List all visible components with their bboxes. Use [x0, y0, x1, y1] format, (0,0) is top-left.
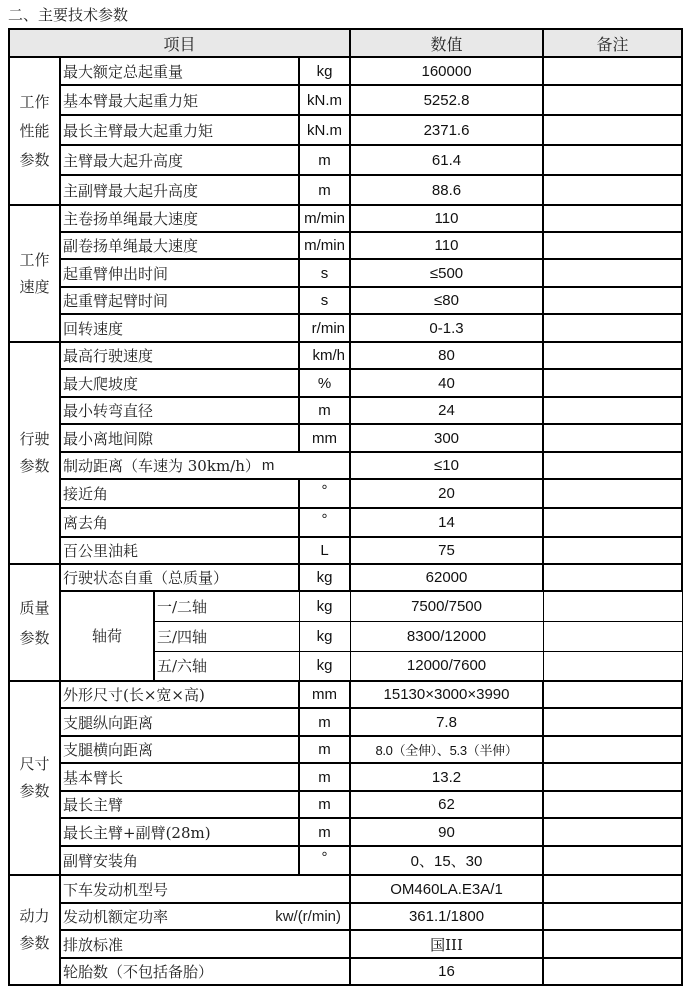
item-label: 轮胎数（不包括备胎）	[60, 958, 350, 985]
item-remark	[543, 85, 682, 115]
table-row	[9, 259, 682, 287]
item-label: 支腿横向距离	[60, 736, 299, 763]
category-travel	[9, 342, 60, 564]
item-label: 最长主臂+副臂(28m)	[60, 818, 299, 846]
item-label: 三/四轴	[154, 621, 299, 651]
table-row	[9, 452, 682, 479]
category-speed	[9, 205, 60, 342]
item-label-with-unit	[60, 903, 350, 930]
category-label: 工作速度	[19, 250, 50, 296]
item-remark	[543, 145, 682, 175]
item-value: 7500/7500	[350, 591, 543, 621]
item-unit: kg	[299, 591, 350, 621]
item-value: 75	[350, 537, 543, 564]
item-unit: °	[299, 508, 350, 537]
item-label: 副卷扬单绳最大速度	[60, 232, 299, 259]
item-label: 最大爬坡度	[60, 369, 299, 397]
item-label: 制动距离（车速为 30km/h）	[63, 457, 260, 475]
item-remark	[543, 875, 682, 903]
table-row	[9, 175, 682, 205]
category-label: 质量参数	[19, 598, 50, 647]
item-label: 主卷扬单绳最大速度	[60, 205, 299, 232]
item-value: 国III	[350, 930, 543, 958]
table-row	[9, 958, 682, 985]
item-label: 基本臂长	[60, 763, 299, 791]
table-row	[9, 342, 682, 369]
item-label: 副臂安装角	[60, 846, 299, 875]
item-label: 离去角	[60, 508, 299, 537]
item-unit: m	[299, 397, 350, 424]
item-remark	[543, 287, 682, 314]
item-remark	[543, 763, 682, 791]
item-value: 15130×3000×3990	[350, 681, 543, 708]
item-label: 发动机额定功率	[63, 908, 169, 926]
item-label: 五/六轴	[154, 651, 299, 681]
item-unit: kN.m	[299, 85, 350, 115]
item-value: 110	[350, 205, 543, 232]
table-row	[9, 205, 682, 232]
item-remark	[543, 564, 682, 591]
item-unit: m	[299, 791, 350, 818]
item-value: 5252.8	[350, 85, 543, 115]
item-value: 16	[350, 958, 543, 985]
item-unit: m	[299, 818, 350, 846]
item-label: 下车发动机型号	[60, 875, 350, 903]
category-mass	[9, 564, 60, 681]
item-value: 0、15、30	[350, 846, 543, 875]
item-remark	[543, 791, 682, 818]
item-label: 起重臂伸出时间	[60, 259, 299, 287]
category-performance	[9, 57, 60, 205]
item-remark	[543, 57, 682, 85]
item-unit: %	[299, 369, 350, 397]
item-remark	[543, 681, 682, 708]
item-unit: kg	[299, 621, 350, 651]
table-row	[9, 681, 682, 708]
table-row	[9, 903, 682, 930]
item-remark	[543, 736, 682, 763]
item-remark	[543, 115, 682, 145]
item-remark	[543, 175, 682, 205]
table-row	[9, 424, 682, 452]
table-row	[9, 508, 682, 537]
item-remark	[543, 342, 682, 369]
item-value: 8300/12000	[350, 621, 543, 651]
item-value: 110	[350, 232, 543, 259]
item-remark	[543, 397, 682, 424]
item-value: 361.1/1800	[350, 903, 543, 930]
item-remark	[543, 621, 682, 651]
item-label: 最小离地间隙	[60, 424, 299, 452]
item-label: 行驶状态自重（总质量）	[60, 564, 299, 591]
item-unit: m	[299, 145, 350, 175]
item-unit: m/min	[299, 232, 350, 259]
item-remark	[543, 479, 682, 508]
axle-load-label: 轴荷	[60, 591, 154, 681]
table-row	[9, 287, 682, 314]
item-label: 主副臂最大起升高度	[60, 175, 299, 205]
table-row	[9, 875, 682, 903]
item-label: 最高行驶速度	[60, 342, 299, 369]
item-value: 0-1.3	[350, 314, 543, 342]
table-row	[9, 763, 682, 791]
item-value: ≤500	[350, 259, 543, 287]
item-remark	[543, 205, 682, 232]
table-row	[9, 369, 682, 397]
item-label: 最大额定总起重量	[60, 57, 299, 85]
item-value: ≤10	[350, 452, 543, 479]
header-remark: 备注	[543, 29, 682, 57]
item-label: 支腿纵向距离	[60, 708, 299, 736]
item-remark	[543, 452, 682, 479]
item-label: 接近角	[60, 479, 299, 508]
item-label: 起重臂起臂时间	[60, 287, 299, 314]
item-value: 14	[350, 508, 543, 537]
item-label: 外形尺寸(长×宽×高)	[60, 681, 299, 708]
item-unit: kN.m	[299, 115, 350, 145]
item-unit: m	[299, 763, 350, 791]
item-value: 8.0（全伸）、5.3（半伸）	[350, 736, 543, 763]
item-value: 80	[350, 342, 543, 369]
item-remark	[543, 958, 682, 985]
item-remark	[543, 818, 682, 846]
category-dimension	[9, 681, 60, 875]
item-remark	[543, 424, 682, 452]
table-row	[9, 564, 682, 591]
item-label: 排放标准	[60, 930, 350, 958]
item-remark	[543, 708, 682, 736]
item-unit: kg	[299, 651, 350, 681]
item-unit: kg	[299, 564, 350, 591]
item-value: 90	[350, 818, 543, 846]
item-remark	[543, 369, 682, 397]
item-unit: m	[299, 736, 350, 763]
item-value: 7.8	[350, 708, 543, 736]
table-row	[9, 791, 682, 818]
table-row	[9, 85, 682, 115]
item-unit: s	[299, 259, 350, 287]
table-row	[9, 591, 682, 621]
item-value: ≤80	[350, 287, 543, 314]
item-unit: kg	[299, 57, 350, 85]
table-row	[9, 846, 682, 875]
item-unit: m/min	[299, 205, 350, 232]
table-row	[9, 537, 682, 564]
header-value: 数值	[350, 29, 543, 57]
item-label-with-unit	[60, 452, 350, 479]
item-remark	[543, 903, 682, 930]
item-label: 最长主臂	[60, 791, 299, 818]
item-value: 88.6	[350, 175, 543, 205]
item-value: 13.2	[350, 763, 543, 791]
item-label: 主臂最大起升高度	[60, 145, 299, 175]
item-remark	[543, 591, 682, 621]
table-row	[9, 145, 682, 175]
table-row	[9, 479, 682, 508]
item-value: 61.4	[350, 145, 543, 175]
item-unit: kw/(r/min)	[275, 908, 342, 925]
item-unit: km/h	[299, 342, 350, 369]
category-label: 动力参数	[19, 907, 50, 952]
item-label: 最小转弯直径	[60, 397, 299, 424]
table-row	[9, 57, 682, 85]
item-unit: °	[299, 479, 350, 508]
item-value: 24	[350, 397, 543, 424]
item-remark	[543, 259, 682, 287]
item-value: 12000/7600	[350, 651, 543, 681]
table-row	[9, 930, 682, 958]
table-row	[9, 314, 682, 342]
item-unit: mm	[299, 424, 350, 452]
table-row	[9, 232, 682, 259]
item-unit: mm	[299, 681, 350, 708]
item-value: 40	[350, 369, 543, 397]
category-label: 尺寸参数	[19, 755, 50, 800]
section-heading: 二、主要技术参数	[8, 6, 129, 24]
item-label: 一/二轴	[154, 591, 299, 621]
item-value: 62000	[350, 564, 543, 591]
item-unit: m	[299, 175, 350, 205]
item-value: 2371.6	[350, 115, 543, 145]
item-value: 62	[350, 791, 543, 818]
category-label: 工作性能参数	[19, 92, 50, 169]
category-power	[9, 875, 60, 985]
item-value: 160000	[350, 57, 543, 85]
item-value: OM460LA.E3A/1	[350, 875, 543, 903]
item-value: 300	[350, 424, 543, 452]
item-remark	[543, 508, 682, 537]
item-remark	[543, 651, 682, 681]
item-remark	[543, 846, 682, 875]
item-label: 基本臂最大起重力矩	[60, 85, 299, 115]
item-unit: m	[261, 457, 275, 474]
item-label: 百公里油耗	[60, 537, 299, 564]
table-row	[9, 115, 682, 145]
header-item: 项目	[9, 29, 350, 57]
item-unit: °	[299, 846, 350, 875]
item-remark	[543, 314, 682, 342]
item-label: 回转速度	[60, 314, 299, 342]
table-row	[9, 397, 682, 424]
table-header-row	[9, 29, 682, 57]
item-remark	[543, 537, 682, 564]
item-remark	[543, 232, 682, 259]
table-row	[9, 736, 682, 763]
table-row	[9, 818, 682, 846]
table-row	[9, 708, 682, 736]
item-value: 20	[350, 479, 543, 508]
item-unit: m	[299, 708, 350, 736]
item-remark	[543, 930, 682, 958]
item-unit: L	[299, 537, 350, 564]
item-unit: r/min	[299, 314, 350, 342]
item-unit: s	[299, 287, 350, 314]
spec-table	[8, 28, 683, 986]
category-label: 行驶参数	[19, 430, 50, 475]
item-label: 最长主臂最大起重力矩	[60, 115, 299, 145]
